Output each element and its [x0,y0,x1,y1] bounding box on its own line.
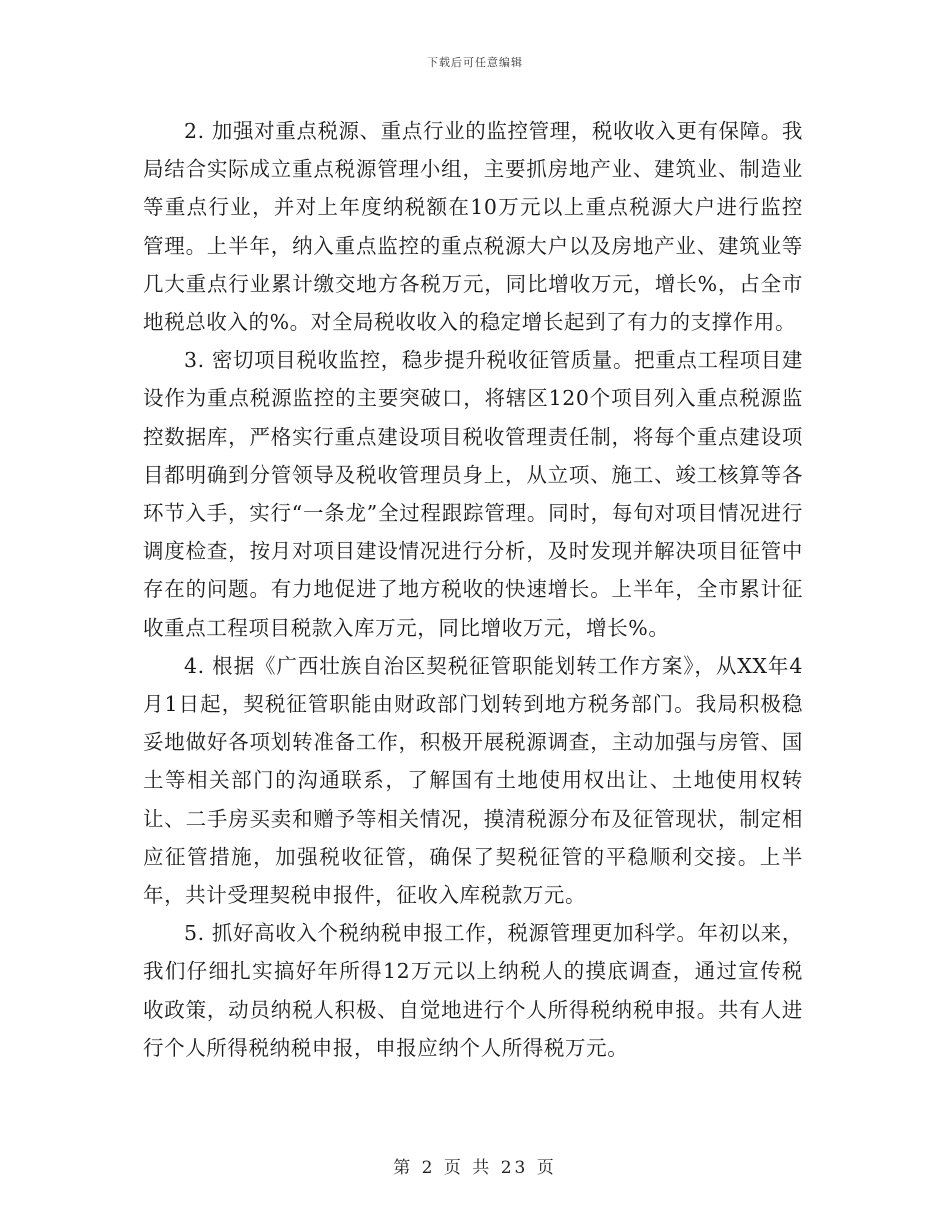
page-number-footer: 第 2 页 共 23 页 [393,1158,557,1178]
document-body [143,112,803,1067]
paragraph-item-4: 4. 根据《广西壮族自治区契税征管职能划转工作方案》，从XX年4月1日起，契税征管职能由财政部门划转到地方税务部门。我局积极稳妥地做好各项划转准备工作，积极开展税源调查，主动加强与房管、国土等相关部门的沟通联系，了解国有土地使用权出让、土地使用权转让、二手房买卖和赠予等相关情况，摸清税源分布及征管现状，制定相应征管措施，加强税收征管，确保了契税征管的平稳顺利交接。上半年，共计受理契税申报件，征收入库税款万元。 [143,653,803,908]
page-header-note: 下载后可任意编辑 [427,56,523,69]
paragraph-item-2: 2. 加强对重点税源、重点行业的监控管理，税收收入更有保障。我局结合实际成立重点税源管理小组，主要抓房地产业、建筑业、制造业等重点行业，并对上年度纳税额在10万元以上重点税源大户进行监控管理。上半年，纳入重点监控的重点税源大户以及房地产业、建筑业等几大重点行业累计缴交地方各税万元，同比增收万元，增长%，占全市地税总收入的%。对全局税收收入的稳定增长起到了有力的支撑作用。 [143,119,803,335]
paragraph-item-3: 3. 密切项目税收监控，稳步提升税收征管质量。把重点工程项目建设作为重点税源监控的主要突破口，将辖区120个项目列入重点税源监控数据库，严格实行重点建设项目税收管理责任制，将每个重点建设项目都明确到分管领导及税收管理员身上，从立项、施工、竣工核算等各环节入手，实行“一条龙”全过程跟踪管理。同时，每旬对项目情况进行调度检查，按月对项目建设情况进行分析，及时发现并解决项目征管中存在的问题。有力地促进了地方税收的快速增长。上半年，全市累计征收重点工程项目税款入库万元，同比增收万元，增长%。 [143,348,803,640]
paragraph-item-5: 5. 抓好高收入个税纳税申报工作，税源管理更加科学。年初以来，我们仔细扎实搞好年所得12万元以上纳税人的摸底调查，通过宣传税收政策，动员纳税人积极、自觉地进行个人所得税纳税申报。共有人进行个人所得税纳税申报，申报应纳个人所得税万元。 [143,921,803,1060]
